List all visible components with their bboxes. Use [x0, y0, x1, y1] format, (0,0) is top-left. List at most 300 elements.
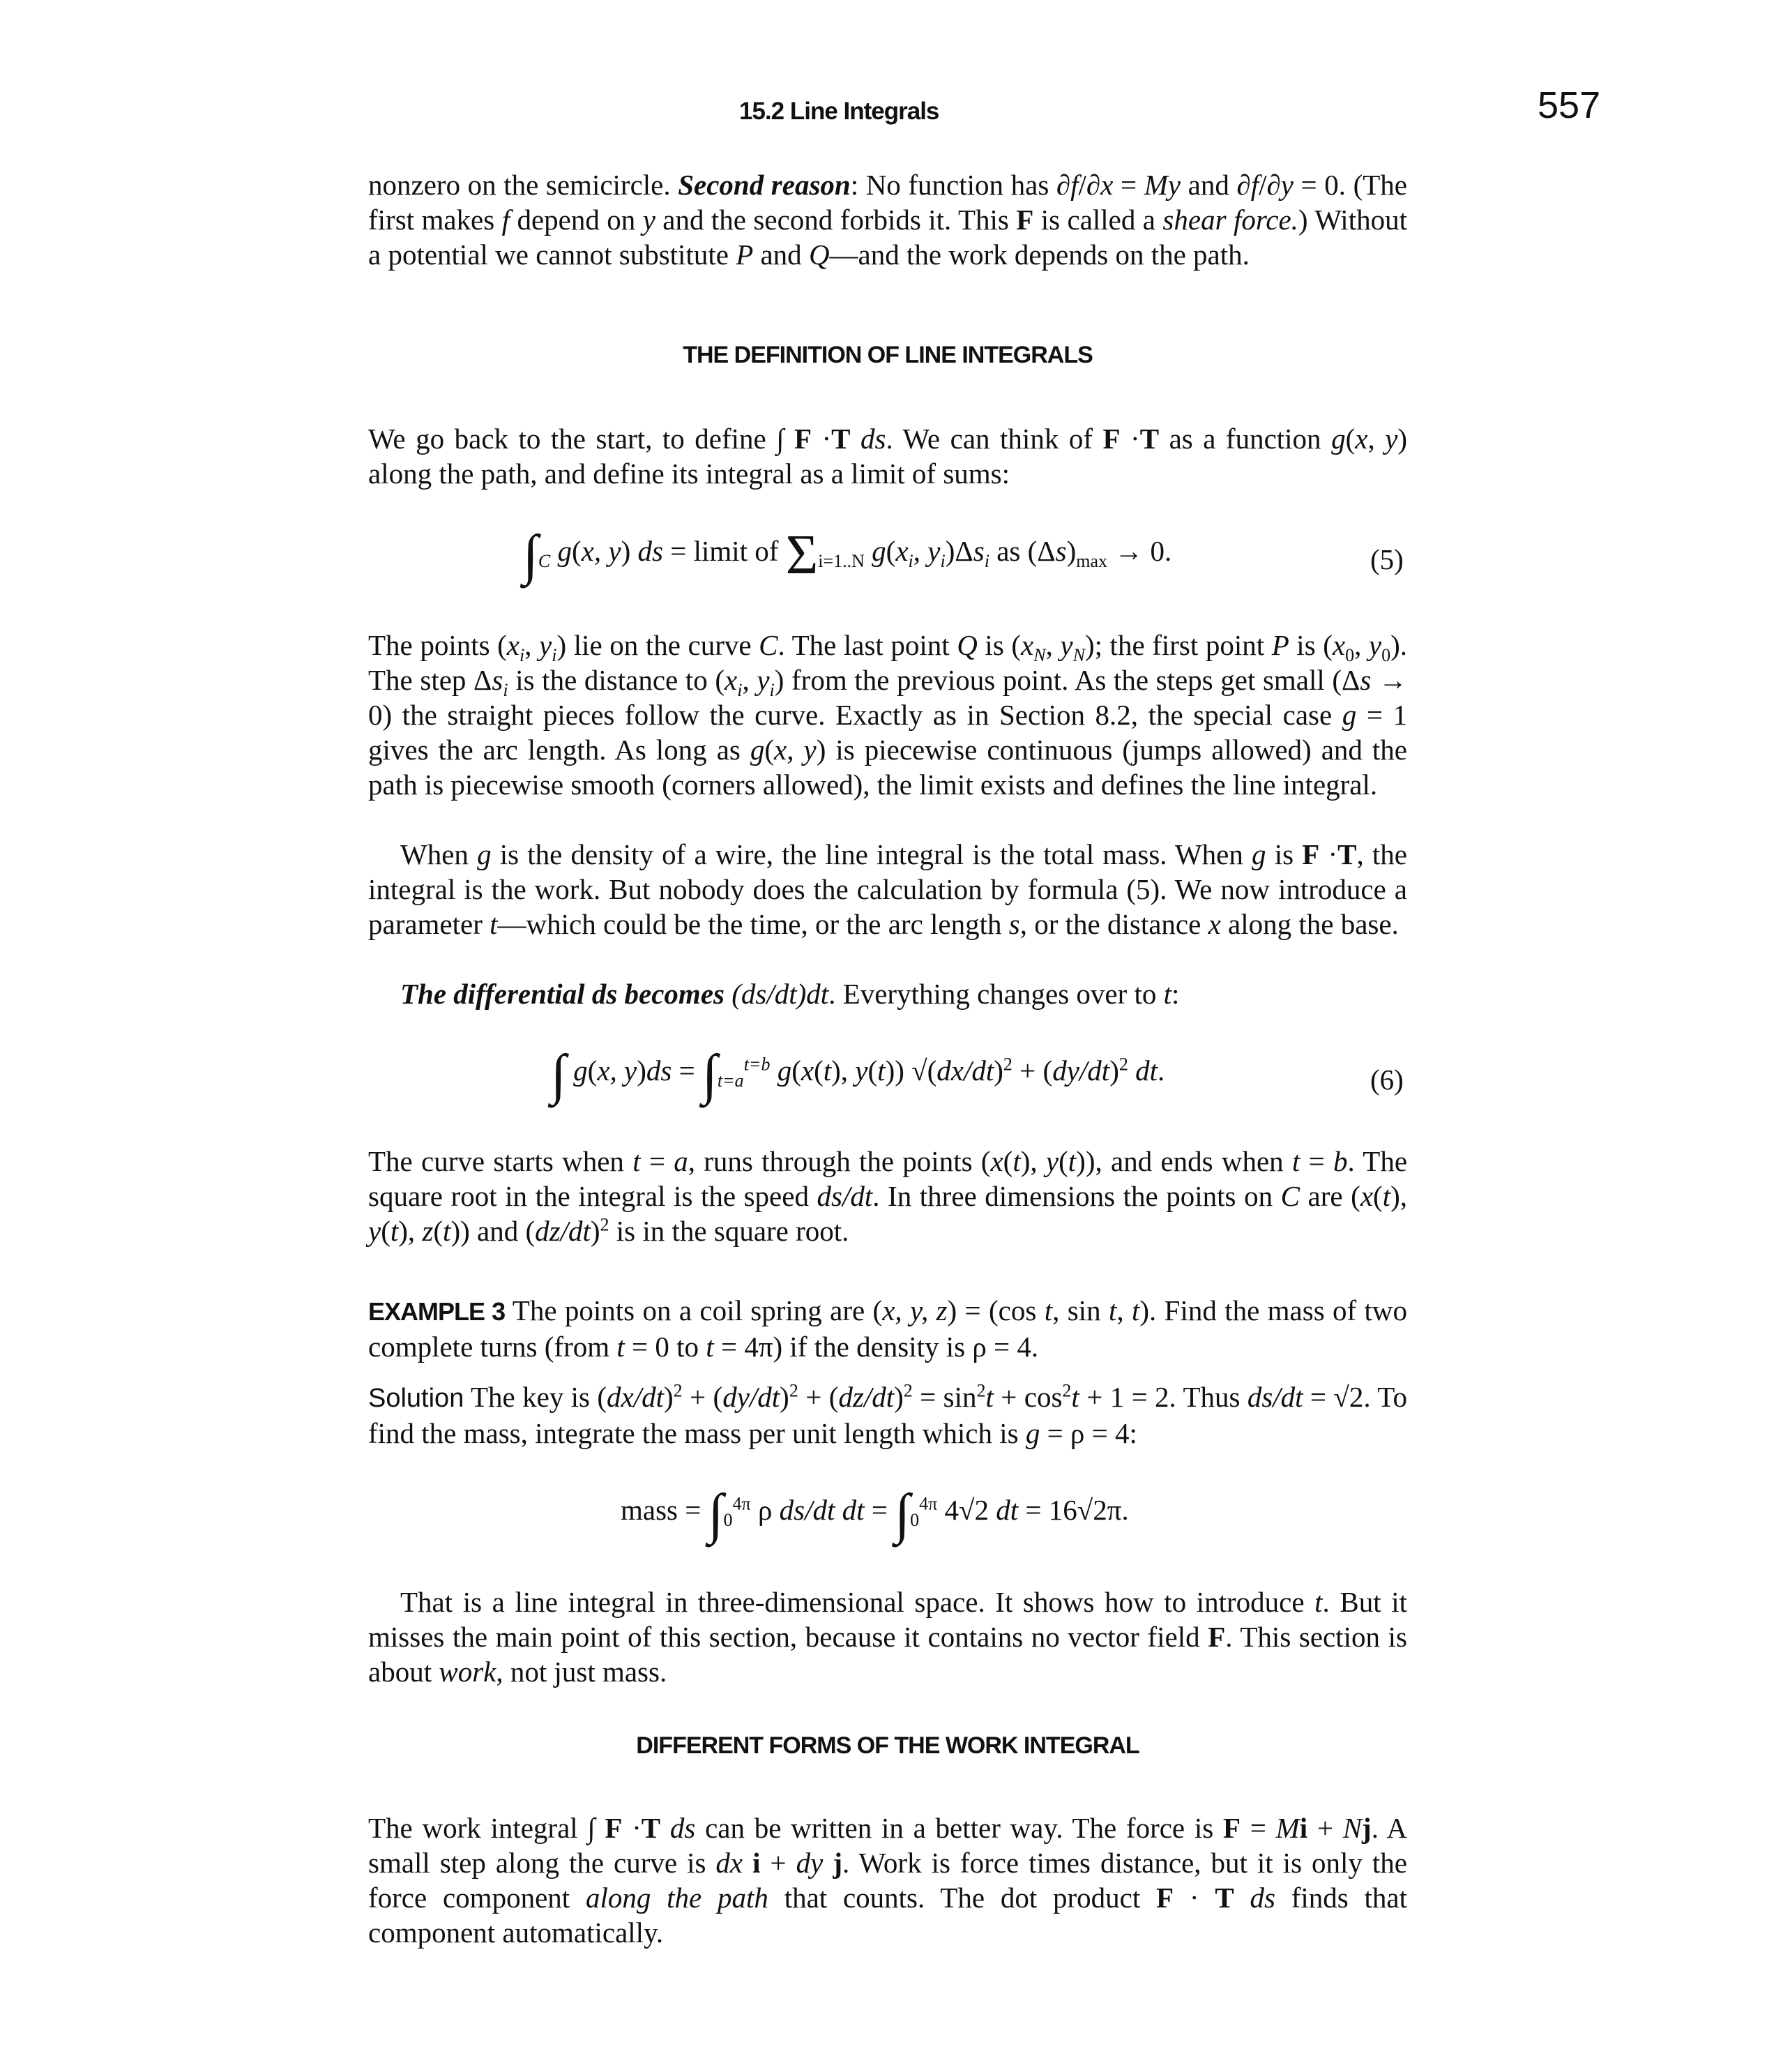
section-heading-work-forms: DIFFERENT FORMS OF THE WORK INTEGRAL [636, 1732, 1139, 1759]
text-run: ). The step Δ [368, 629, 1408, 696]
text-run: Q [808, 239, 830, 271]
text-run: dz/dt [838, 1381, 895, 1413]
text-run: t [1044, 1294, 1053, 1326]
text-run: = [1113, 169, 1144, 201]
text-run: ) [780, 1381, 789, 1413]
text-run: t [1291, 1145, 1300, 1177]
text-run: P [1271, 629, 1289, 661]
text-run: F [1222, 1812, 1241, 1844]
text-run: t [1314, 1586, 1323, 1618]
text-run: ( [1345, 423, 1356, 455]
text-run: shear force. [1162, 204, 1298, 236]
paragraph-points-on-curve [368, 628, 1407, 802]
text-run: i [769, 680, 775, 701]
text-run: C [1280, 1180, 1300, 1212]
text-run: T [831, 423, 851, 455]
text-run: s [1360, 664, 1372, 696]
text-run: y [1060, 629, 1073, 661]
paragraph-work-integral [368, 1810, 1407, 1950]
text-run: is the density of a wire, the line integral is the total mass. When [491, 838, 1252, 870]
text-run: t [1012, 1145, 1021, 1177]
text-run: )) √( [885, 1054, 937, 1087]
text-run: ∫ [551, 1044, 566, 1105]
text-run: ∫ [895, 1483, 911, 1545]
text-run [743, 1847, 752, 1879]
text-run: i [519, 645, 525, 666]
text-run: g [1025, 1417, 1040, 1449]
text-run: ); the first point [1084, 629, 1272, 661]
text-run: ds/dt [779, 1494, 835, 1526]
text-run: ( [814, 1054, 824, 1087]
text-run: ρ [750, 1494, 780, 1526]
text-run: dt [842, 1494, 865, 1526]
text-run: ds [646, 1054, 672, 1087]
running-head: 15.2 Line Integrals [739, 98, 939, 125]
text-run: 0 [723, 1510, 733, 1531]
text-run: ), [398, 1215, 423, 1247]
text-run: i [940, 551, 946, 572]
paragraph-three-dimensional [368, 1585, 1407, 1689]
text-run: . Work is force times distance, but it is only the force component [368, 1847, 1408, 1914]
text-run [550, 535, 557, 567]
text-run: , [1367, 423, 1386, 455]
text-run: f [501, 204, 510, 236]
text-run: i [737, 680, 743, 701]
text-run: That is a line integral in three-dimensional space. It shows how to introduce [400, 1586, 1315, 1618]
text-run: y [855, 1054, 868, 1087]
text-run: x [506, 629, 519, 661]
text-run: = ρ = 4: [1040, 1417, 1137, 1449]
text-run: dt [1135, 1054, 1158, 1087]
equation-mass [621, 1483, 1129, 1545]
text-run: . [1158, 1054, 1165, 1087]
text-run: = √2. To find the mass, integrate the mass per unit length which is [368, 1381, 1407, 1449]
text-run: t [1068, 1145, 1077, 1177]
text-run: ) Without a potential we cannot substitute [368, 204, 1407, 271]
paragraph-shear-force [368, 167, 1407, 272]
paragraph-density [368, 837, 1407, 942]
text-run: ) [664, 1381, 674, 1413]
text-run: g [1342, 699, 1357, 731]
text-run: are ( [1300, 1180, 1360, 1212]
text-run: t [616, 1331, 625, 1363]
text-run: ) from the previous point. As the steps get small (Δ [774, 664, 1360, 696]
text-run: = [1240, 1812, 1276, 1844]
paragraph-differential [368, 976, 1407, 1011]
text-run: max [1076, 551, 1108, 572]
text-run: /∂ [1259, 169, 1281, 201]
text-run: ) [994, 1054, 1003, 1087]
text-run: + ( [798, 1381, 839, 1413]
text-run: 2 [673, 1380, 683, 1401]
text-run: C [538, 551, 551, 572]
text-run: ( [1059, 1145, 1068, 1177]
text-run: t [823, 1054, 832, 1087]
text-run: 0 [1381, 645, 1391, 666]
text-run: y [757, 664, 770, 696]
text-run: ) [1066, 535, 1077, 567]
text-run: . This section is about [368, 1621, 1407, 1688]
text-run: ( [433, 1215, 443, 1247]
text-run: and the second forbids it. This [655, 204, 1017, 236]
text-run [1234, 1882, 1250, 1914]
text-run: The differential ds becomes [400, 978, 732, 1010]
text-run: , or the distance [1019, 908, 1208, 940]
text-run: t [706, 1331, 714, 1363]
text-run: 4π [732, 1493, 751, 1514]
text-run: = [864, 1494, 895, 1526]
text-run: 0 [1345, 645, 1355, 666]
text-run: ∫ [701, 1044, 718, 1105]
text-run: + ( [1012, 1054, 1053, 1087]
text-run: and ∂ [1181, 169, 1251, 201]
text-run: The points ( [368, 629, 507, 661]
equation-5-number: (5) [1370, 543, 1404, 575]
text-run: ( [572, 535, 582, 567]
text-run: x [1332, 629, 1346, 661]
text-run: C [759, 629, 778, 661]
text-run: = [672, 1054, 702, 1087]
paragraph-define-integral [368, 421, 1407, 491]
text-run: + 1 = 2. Thus [1079, 1381, 1247, 1413]
text-run: F [605, 1812, 623, 1844]
text-run: ds/dt [817, 1180, 873, 1212]
text-run: . Everything changes over to [828, 978, 1164, 1010]
text-run: along the path [585, 1882, 768, 1914]
text-run: F [1208, 1621, 1226, 1653]
text-run: as a function [1159, 423, 1332, 455]
text-run: as (Δ [989, 535, 1056, 567]
text-run: g [872, 535, 886, 567]
text-run: s [1055, 535, 1067, 567]
text-run: ) [637, 1054, 646, 1087]
text-run: + [760, 1847, 796, 1879]
text-run [865, 535, 872, 567]
text-run: . In three dimensions the points on [872, 1180, 1281, 1212]
text-run: → 0. [1107, 535, 1172, 567]
text-run: 2 [903, 1380, 913, 1401]
text-run: = 0. (The first makes [368, 169, 1408, 236]
text-run: i [984, 551, 989, 572]
text-run: is ( [1289, 629, 1333, 661]
text-run: z [422, 1215, 434, 1247]
text-run: and [753, 239, 809, 271]
text-run: —and the work depends on the path. [829, 239, 1250, 271]
text-run: → 0) the straight pieces follow the curve. Exactly as in Section 8.2, the special case [368, 664, 1408, 731]
text-run: N [1033, 645, 1046, 666]
text-run: · [622, 1812, 642, 1844]
text-run: ), [1020, 1145, 1046, 1177]
text-run: = 16√2π. [1018, 1494, 1129, 1526]
text-run: F [1156, 1882, 1174, 1914]
text-run: 2 [789, 1380, 798, 1401]
text-run: = [1300, 1145, 1333, 1177]
text-run: ) is piecewise continuous (jumps allowed) and the path is piecewise smooth (corners allowed), the limit exists and defines the line integral. [368, 734, 1407, 801]
page-number: 557 [1538, 84, 1601, 126]
text-run: = 0 to [624, 1331, 706, 1363]
text-run: 2 [1118, 1054, 1128, 1075]
text-run: , [1045, 629, 1061, 661]
text-run: + [1307, 1812, 1343, 1844]
text-run: ) lie on the curve [556, 629, 759, 661]
text-run: is ( [977, 629, 1022, 661]
text-run: g [573, 1054, 588, 1087]
text-run: ) along the path, and define its integral as a limit of sums: [368, 423, 1408, 490]
text-run: y [642, 204, 655, 236]
text-run: P [736, 239, 754, 271]
text-run: x [1360, 1180, 1374, 1212]
text-run: Solution [368, 1384, 464, 1413]
text-run [823, 1847, 833, 1879]
text-run: s [492, 664, 503, 696]
text-run: T [1215, 1882, 1234, 1914]
text-run: ( [1003, 1145, 1013, 1177]
text-run: , [787, 734, 804, 766]
text-run: : No function has ∂ [850, 169, 1071, 201]
text-run: Second reason [678, 169, 851, 201]
text-run: x [1208, 908, 1221, 940]
text-run: t [1163, 978, 1172, 1010]
text-run: t [1382, 1180, 1391, 1212]
text-run: We go back to the start, to define ∫ [368, 423, 794, 455]
text-run: a [674, 1145, 688, 1177]
text-run: M [1275, 1812, 1300, 1844]
text-run: N [1072, 645, 1085, 666]
text-run: ) [894, 1381, 904, 1413]
text-run: 4√2 [937, 1494, 996, 1526]
text-run: 2 [600, 1214, 609, 1235]
text-run: y [368, 1215, 381, 1247]
text-run: i [1299, 1812, 1308, 1844]
text-run [1128, 1054, 1135, 1087]
text-run: x, y, z [882, 1294, 948, 1326]
text-run: g [1252, 838, 1266, 870]
text-run: T [641, 1812, 661, 1844]
text-run: , [1116, 1294, 1132, 1326]
text-run: t [877, 1054, 886, 1087]
text-run: x [1100, 169, 1114, 201]
text-run: ( [791, 1054, 801, 1087]
text-run [770, 1054, 777, 1087]
text-run: t [490, 908, 498, 940]
text-run [835, 1494, 842, 1526]
text-run: . But it misses the main point of this section, because it contains no vector field [368, 1586, 1407, 1653]
text-run: y [1368, 629, 1382, 661]
text-run: t [985, 1381, 994, 1413]
text-run: )Δ [945, 535, 973, 567]
text-run: ds [1250, 1882, 1275, 1914]
text-run: dy [796, 1847, 824, 1879]
text-run: work [439, 1656, 496, 1688]
text-run: can be written in a better way. The force is [695, 1812, 1223, 1844]
text-run: When [400, 838, 478, 870]
text-run: ds [860, 423, 886, 455]
text-run: x, y [597, 1054, 637, 1087]
text-run: The key is ( [464, 1381, 607, 1413]
text-run [660, 1812, 670, 1844]
text-run: s [1008, 908, 1020, 940]
text-run: ( [867, 1054, 878, 1087]
text-run: )) and ( [450, 1215, 536, 1247]
text-run: i [908, 551, 913, 572]
text-run: x [774, 734, 787, 766]
text-run: x [801, 1054, 814, 1087]
text-run: 2 [976, 1380, 986, 1401]
text-run: dz/dt [535, 1215, 591, 1247]
text-run: , [913, 535, 928, 567]
text-run: dy/dt [722, 1381, 780, 1413]
text-run: dx [715, 1847, 743, 1879]
text-run: y [1280, 169, 1294, 201]
text-run: x [1355, 423, 1368, 455]
equation-6-number: (6) [1370, 1064, 1404, 1096]
text-run: = [640, 1145, 674, 1177]
text-run: , [742, 664, 757, 696]
text-run: . A small step along the curve is [368, 1812, 1408, 1879]
text-run: dx/dt [936, 1054, 994, 1087]
text-run: N [1342, 1812, 1363, 1844]
text-run: is [1266, 838, 1303, 870]
text-run: g [557, 535, 572, 567]
text-run: g [750, 734, 765, 766]
text-run: ( [1373, 1180, 1383, 1212]
text-run: . The last point [778, 629, 957, 661]
text-run: : [1171, 978, 1180, 1010]
text-run: /∂ [1078, 169, 1101, 201]
text-run: ( [764, 734, 775, 766]
text-run: y [539, 629, 552, 661]
text-run: · [811, 423, 832, 455]
text-run: + cos [993, 1381, 1063, 1413]
text-run [851, 423, 861, 455]
text-run: x [725, 664, 738, 696]
text-run: The work integral ∫ [368, 1812, 605, 1844]
text-run: ) [621, 535, 638, 567]
text-run: F [794, 423, 812, 455]
text-run: mass = [621, 1494, 708, 1526]
text-run: EXAMPLE 3 [368, 1297, 506, 1326]
text-run: · [1174, 1882, 1215, 1914]
text-run: , runs through the points ( [688, 1145, 991, 1177]
text-run: , [524, 629, 540, 661]
text-run: y [927, 535, 941, 567]
text-run: i=1..N [818, 551, 865, 572]
text-run: x [990, 1145, 1003, 1177]
text-run: 2 [1062, 1380, 1072, 1401]
text-run: ), [1390, 1180, 1407, 1212]
text-run: + ( [682, 1381, 723, 1413]
text-run: = sin [912, 1381, 977, 1413]
text-run: T [1337, 838, 1357, 870]
text-run: x [1021, 629, 1034, 661]
text-run: The curve starts when [368, 1145, 633, 1177]
text-run: j [1362, 1812, 1372, 1844]
text-run: My [1144, 169, 1181, 201]
text-run: . We can think of [886, 423, 1103, 455]
text-run: ). Find the mass of two complete turns (from [368, 1294, 1408, 1363]
text-run: i [503, 680, 508, 701]
text-run: . The square root in the integral is the speed [368, 1145, 1408, 1212]
text-run: that counts. The dot product [768, 1882, 1157, 1914]
equation-5 [523, 524, 1172, 586]
text-run: ds [637, 535, 663, 567]
text-run: ), [831, 1054, 856, 1087]
solution [368, 1379, 1407, 1451]
text-run: dt [996, 1494, 1019, 1526]
text-run: 2 [1003, 1054, 1012, 1075]
text-run: g [1331, 423, 1346, 455]
text-run: ds/dt [1247, 1381, 1303, 1413]
text-run: g [777, 1054, 792, 1087]
text-run: is the distance to ( [508, 664, 725, 696]
text-run: t=b [743, 1054, 771, 1075]
text-run: y [803, 734, 817, 766]
section-heading-definition: THE DEFINITION OF LINE INTEGRALS [683, 342, 1093, 368]
text-run: 4π [919, 1493, 938, 1514]
text-run: ds [669, 1812, 696, 1844]
text-run: i [752, 1847, 761, 1879]
example-3 [368, 1293, 1407, 1364]
text-run: f [1250, 169, 1259, 201]
text-run: F [1302, 838, 1320, 870]
text-run: along the base. [1220, 908, 1399, 940]
text-run: t [1071, 1381, 1079, 1413]
text-run: y [1385, 423, 1398, 455]
text-run: Q [957, 629, 978, 661]
text-run: t [1131, 1294, 1140, 1326]
text-run: b [1333, 1145, 1348, 1177]
text-run: —which could be the time, or the arc length [497, 908, 1009, 940]
text-run: ∫ [523, 524, 538, 586]
text-run: , [1354, 629, 1369, 661]
text-run: , not just mass. [496, 1656, 667, 1688]
text-run: 0 [910, 1510, 920, 1531]
text-run: ) [1109, 1054, 1119, 1087]
text-run: depend on [510, 204, 643, 236]
text-run: nonzero on the semicircle. [368, 169, 678, 201]
text-run: ( [381, 1215, 390, 1247]
text-run [566, 1054, 573, 1087]
text-run: i [552, 645, 557, 666]
text-run: · [1120, 423, 1140, 455]
equation-6 [551, 1044, 1165, 1105]
text-run: is called a [1033, 204, 1163, 236]
text-run: t [632, 1145, 641, 1177]
text-run: T [1139, 423, 1160, 455]
text-run: F [1102, 423, 1121, 455]
text-run: j [833, 1847, 843, 1879]
text-run: · [1319, 838, 1338, 870]
text-run: = limit of [662, 535, 786, 567]
text-run: is in the square root. [609, 1215, 849, 1247]
text-run: Σ [785, 524, 819, 586]
text-run: finds that component automatically. [368, 1882, 1408, 1949]
text-run: dx/dt [607, 1381, 664, 1413]
text-run: ( [587, 1054, 598, 1087]
paragraph-curve-starts [368, 1144, 1407, 1248]
text-run: ) [590, 1215, 600, 1247]
text-run: dy/dt [1052, 1054, 1110, 1087]
text-run: t [1108, 1294, 1117, 1326]
text-run: , sin [1052, 1294, 1109, 1326]
text-run: ) = (cos [947, 1294, 1045, 1326]
text-run: = 4π) if the density is ρ = 4. [713, 1331, 1039, 1363]
text-run: (ds/dt)dt [731, 978, 829, 1010]
text-run: t=a [717, 1071, 744, 1091]
text-run: x [895, 535, 909, 567]
text-run: )), and ends when [1076, 1145, 1292, 1177]
text-run: The points on a coil spring are ( [505, 1294, 883, 1326]
